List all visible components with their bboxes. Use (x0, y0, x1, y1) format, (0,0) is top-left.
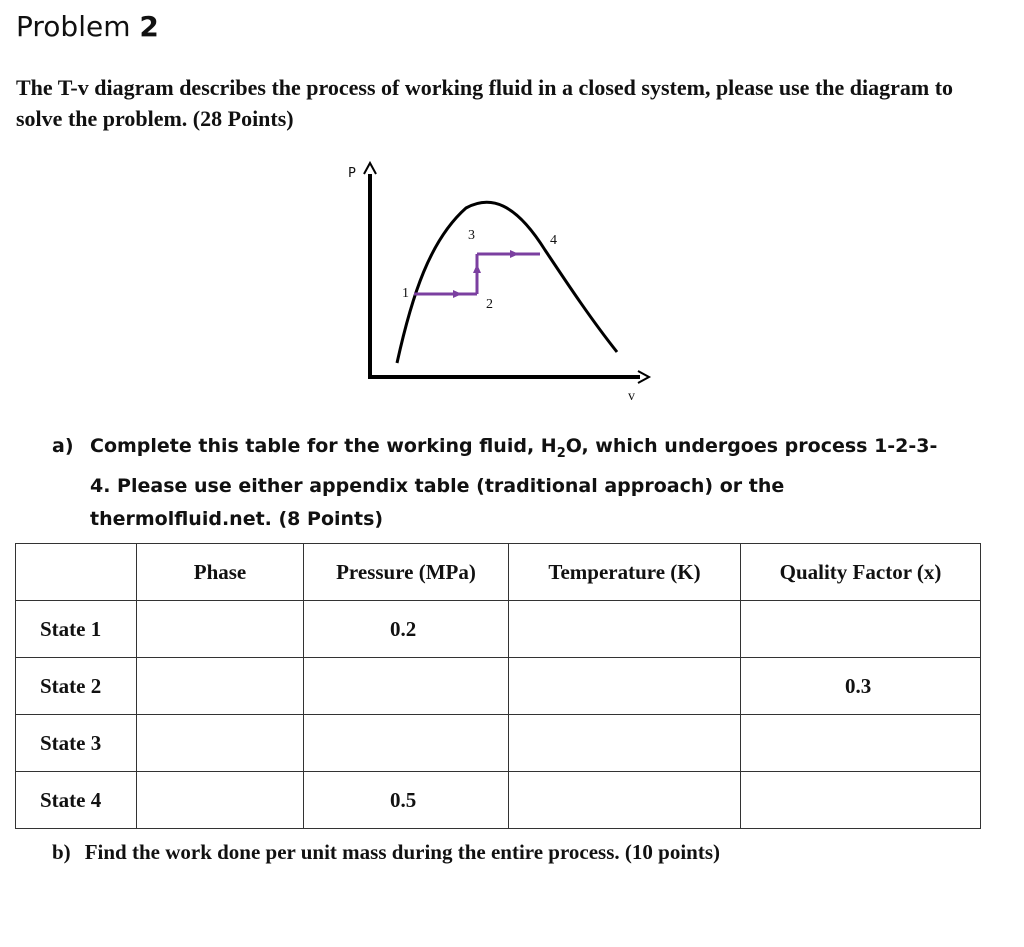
saturation-dome (397, 202, 617, 363)
state-label-1: 1 (402, 286, 409, 301)
table-cell[interactable] (509, 601, 741, 658)
table-row (16, 658, 981, 715)
row-header: State 2 (16, 658, 137, 715)
table-cell[interactable] (741, 772, 981, 829)
table-cell[interactable] (304, 715, 509, 772)
table-cell[interactable] (137, 658, 304, 715)
state-label-3: 3 (468, 228, 475, 243)
table-header-row (16, 544, 981, 601)
part-a-question (52, 430, 952, 536)
row-header: State 4 (16, 772, 137, 829)
row-header: State 1 (16, 601, 137, 658)
table-cell[interactable] (741, 601, 981, 658)
pv-diagram (340, 160, 660, 410)
table-cell[interactable] (509, 715, 741, 772)
table-cell[interactable]: 0.2 (304, 601, 509, 658)
table-cell[interactable] (137, 772, 304, 829)
table-cell[interactable] (509, 658, 741, 715)
part-b-question (52, 840, 720, 865)
part-a-text: Complete this table for the working fluid, $H_2O$, which undergoes process 1-2-3-4. Please use either appendix table (traditional approach) or the thermolfluid.net. (8 Points) (90, 435, 938, 530)
header-cell (16, 544, 137, 601)
table-row (16, 772, 981, 829)
state-label-2: 2 (486, 297, 493, 312)
y-axis-arrow (364, 163, 376, 174)
table-cell[interactable] (304, 658, 509, 715)
table-row (16, 715, 981, 772)
table-cell[interactable]: 0.5 (304, 772, 509, 829)
state-label-4: 4 (550, 233, 557, 248)
header-cell: Pressure (MPa) (304, 544, 509, 601)
table-cell[interactable]: 0.3 (741, 658, 981, 715)
table-cell[interactable] (137, 601, 304, 658)
header-cell: Phase (137, 544, 304, 601)
state-properties-table (15, 543, 981, 829)
table-cell[interactable] (137, 715, 304, 772)
row-header: State 3 (16, 715, 137, 772)
problem-intro: The T-v diagram describes the process of working fluid in a closed system, please use the diagram to solve the problem. (28 Points) (16, 75, 954, 131)
part-b-label: b) (52, 840, 71, 864)
problem-title (16, 10, 159, 43)
y-axis-label: P (348, 166, 356, 181)
problem-title-word: Problem (16, 10, 131, 43)
table-cell[interactable] (741, 715, 981, 772)
header-cell: Temperature (K) (509, 544, 741, 601)
x-axis-label: v (628, 389, 635, 404)
table-cell[interactable] (509, 772, 741, 829)
part-b-text: Find the work done per unit mass during the entire process. (10 points) (84, 840, 720, 864)
header-cell: Quality Factor (x) (741, 544, 981, 601)
part-a-label: a) (52, 435, 74, 457)
problem-number: 2 (139, 10, 159, 43)
table-row (16, 601, 981, 658)
